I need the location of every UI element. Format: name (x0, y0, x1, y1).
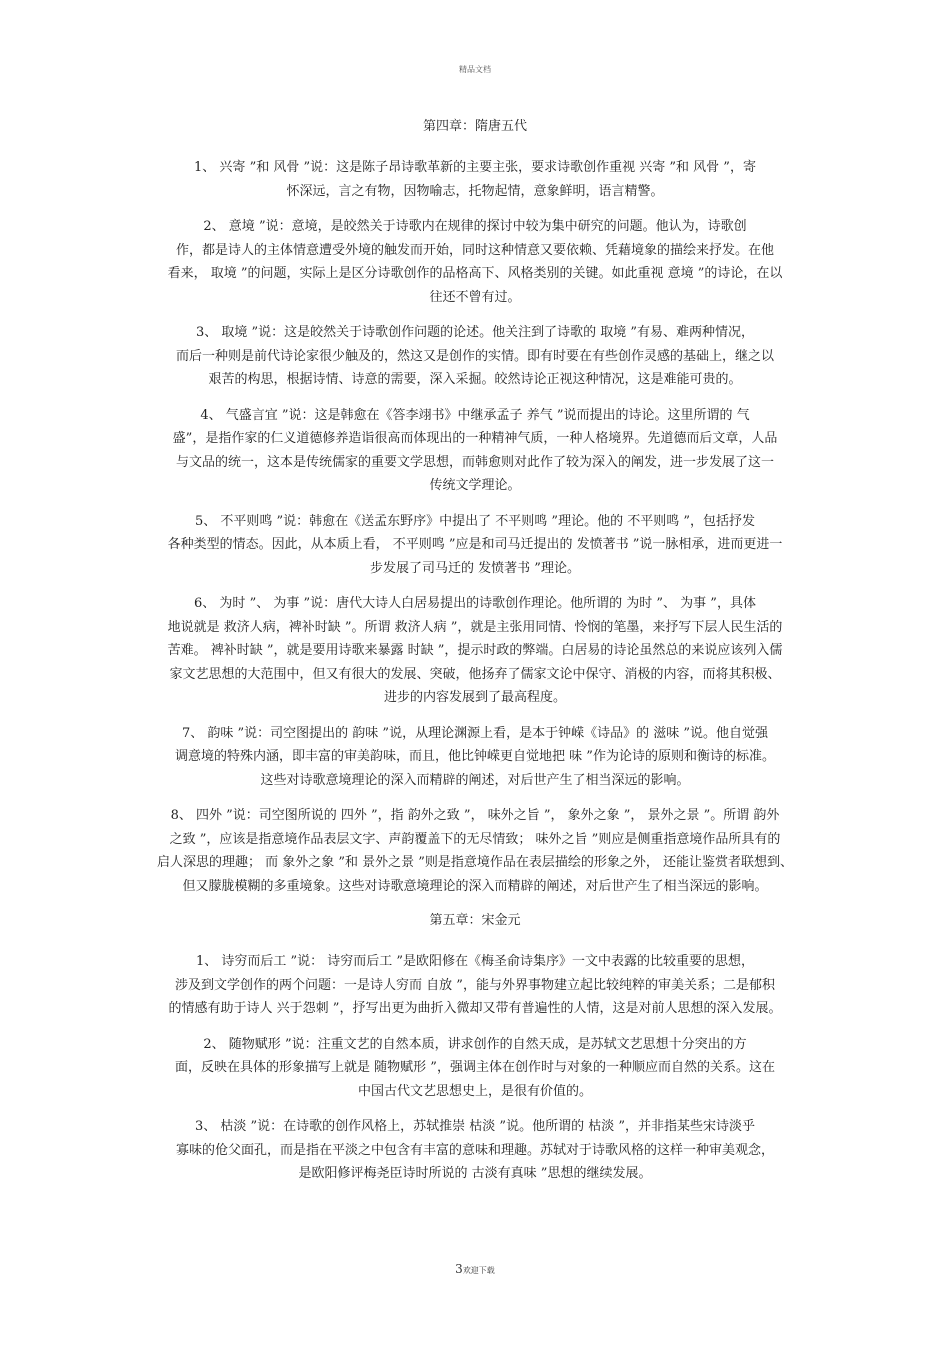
paragraph-line: 苦难。 裨补时缺 ”，就是要用诗歌来暴露 时缺 ”，提示时政的弊端。白居易的诗论虽然总的来说应该列入儒 (167, 643, 783, 658)
paragraph-line: 3、 枯淡 ”说：在诗歌的创作风格上，苏轼推崇 枯淡 ”说。他所谓的 枯淡 ”，并非指某些宋诗淡乎 (194, 1119, 755, 1134)
paragraph-item (140, 950, 810, 1021)
paragraph-line: 与文品的统一，这本是传统儒家的重要文学思想，而韩愈则对此作了较为深入的阐发，进一步发展了这一 (175, 454, 774, 470)
paragraph-line: 传统文学理论。 (429, 478, 521, 493)
paragraph-item (140, 321, 810, 392)
paragraph-line: 怀深远，言之有物，因物喻志，托物起情，意象鲜明，语言精警。 (286, 183, 664, 199)
paragraph-item (140, 404, 810, 498)
paragraph-line: 是欧阳修评梅尧臣诗时所说的 古淡有真味 ”思想的继续发展。 (298, 1166, 652, 1181)
paragraph-line: 地说就是 救济人病，裨补时缺 ”。所谓 救济人病 ”，就是主张用同情、怜悯的笔墨，来抒写下层人民生活的 (167, 619, 783, 635)
paragraph-line: 作，都是诗人的主体情意遭受外境的触发而开始，同时这种情意又要依赖、凭藉境象的描绘来抒发。在他 (175, 242, 774, 258)
footer-text: 欢迎下载 (462, 1266, 495, 1275)
paragraph-item (140, 215, 810, 309)
paragraph-item (140, 722, 810, 793)
paragraph-line: 家文艺思想的大范围中，但又有很大的发展、突破，他扬弃了儒家文论中保守、消极的内容，而将其积极、 (169, 666, 781, 682)
paragraph-line: 这些对诗歌意境理论的深入而精辟的阐述，对后世产生了相当深远的影响。 (260, 772, 690, 788)
paragraph-line: 1、 诗穷而后工 ”说： 诗穷而后工 ”是欧阳修在《梅圣俞诗集序》一文中表露的比较重要的思想， (195, 954, 755, 969)
paragraph-line: 5、 不平则鸣 ”说：韩愈在《送孟东野序》中提出了 不平则鸣 ”理论。他的 不平则鸣 ”，包括抒发 (194, 513, 755, 529)
paragraph-line: 4、 气盛言宜 ”说：这是韩愈在《答李翊书》中继承孟子 养气 ”说而提出的诗论。这里所谓的 气 (200, 407, 750, 423)
paragraph-line: 启人深思的理趣； 而 象外之象 ”和 景外之景 ”则是指意境作品在表层描绘的形象之外， 还能让鉴赏者联想到、 (156, 855, 794, 870)
paragraph-line: 盛”，是指作家的仁义道德修养造诣很高而体现出的一种精神气质，一种人格境界。先道德而后文章，人品 (172, 431, 778, 446)
paragraph-line: 2、 随物赋形 ”说：注重文艺的自然本质，讲求创作的自然天成，是苏轼文艺思想十分突出的方 (203, 1036, 747, 1052)
page-header: 精品文档 (459, 65, 491, 74)
paragraph-item (140, 1115, 810, 1186)
paragraph-line: 3、 取境 ”说：这是皎然关于诗歌创作问题的论述。他关注到了诗歌的 取境 ”有易、难两种情况， (195, 325, 755, 340)
page-number: 3 (455, 1262, 463, 1276)
paragraph-line: 之致 ”，应该是指意境作品表层文字、声韵覆盖下的无尽情致； 味外之旨 ”则应是侧重指意境作品所具有的 (169, 831, 781, 847)
paragraph-line: 涉及到文学创作的两个问题：一是诗人穷而 自放 ”，能与外界事物建立起比较纯粹的审美关系；二是郁积 (175, 977, 775, 993)
paragraph-line: 艰苦的构思，根据诗情、诗意的需要，深入采掘。皎然诗论正视这种情况，这是难能可贵的。 (208, 372, 742, 387)
paragraph-line: 面，反映在具体的形象描写上就是 随物赋形 ”，强调主体在创作时与对象的一种顺应而自然的关系。这在 (175, 1060, 775, 1075)
paragraph-line: 但又朦胧模糊的多重境象。这些对诗歌意境理论的深入而精辟的阐述，对后世产生了相当深远的影响。 (182, 878, 768, 894)
paragraph-item (140, 1033, 810, 1104)
paragraph-line: 2、 意境 ”说：意境，是皎然关于诗歌内在规律的探讨中较为集中研究的问题。他认为，诗歌创 (203, 219, 747, 234)
paragraph-line: 8、 四外 ”说：司空图所说的 四外 ”，指 韵外之致 ”， 味外之旨 ”， 象外之象 ”， 景外之景 ”。所谓 韵外 (170, 808, 780, 823)
paragraph-item (140, 804, 810, 898)
paragraph-line: 看来， 取境 ”的问题，实际上是区分诗歌创作的品格高下、风格类别的关键。如此重视 意境 ”的诗论，在以 (167, 266, 783, 281)
chapter-5-items (140, 950, 810, 1186)
paragraph-line: 7、 韵味 ”说：司空图提出的 韵味 ”说，从理论渊源上看，是本于钟嵘《诗品》的 滋味 ”说。他自觉强 (181, 725, 768, 741)
paragraph-item (140, 592, 810, 710)
paragraph-line: 寡味的伧父面孔，而是指在平淡之中包含有丰富的意味和理趣。苏轼对于诗歌风格的这样一种审美观念， (175, 1142, 774, 1158)
paragraph-item (140, 510, 810, 581)
paragraph-line: 而后一种则是前代诗论家很少触及的，然这又是创作的实情。即有时要在有些创作灵感的基础上，继之以 (175, 348, 774, 364)
paragraph-line: 各种类型的情态。因此，从本质上看， 不平则鸣 ”应是和司马迁提出的 发愤著书 ”说一脉相承，进而更进一 (167, 537, 783, 552)
paragraph-line: 1、 兴寄 ”和 风骨 ”说：这是陈子昂诗歌革新的主要主张，要求诗歌创作重视 兴寄 ”和 风骨 ”，寄 (194, 160, 756, 175)
paragraph-line: 往还不曾有过。 (429, 289, 521, 305)
paragraph-line: 调意境的特殊内涵，即丰富的审美韵味，而且，他比钟嵘更自觉地把 味 ”作为论诗的原则和衡诗的标准。 (175, 749, 775, 764)
paragraph-line: 中国古代文艺思想史上，是很有价值的。 (357, 1083, 592, 1099)
paragraph-line: 的情感有助于诗人 兴于怨刺 ”，抒写出更为曲折入微却又带有普遍性的人情，这是对前人思想的深入发展。 (168, 1001, 782, 1016)
paragraph-item (140, 156, 810, 203)
chapter-4-items (140, 156, 810, 898)
paragraph-line: 步发展了司马迁的 发愤著书 ”理论。 (370, 560, 580, 576)
chapter-4-title: 第四章：隋唐五代 (422, 119, 527, 134)
page-footer (0, 1262, 950, 1276)
paragraph-line: 6、 为时 ”、 为事 ”说：唐代大诗人白居易提出的诗歌创作理论。他所谓的 为时 ”、 为事 ”，具体 (194, 596, 756, 611)
chapter-5-title: 第五章：宋金元 (429, 913, 521, 928)
paragraph-line: 进步的内容发展到了最高程度。 (383, 690, 566, 705)
document-body (140, 116, 810, 1198)
